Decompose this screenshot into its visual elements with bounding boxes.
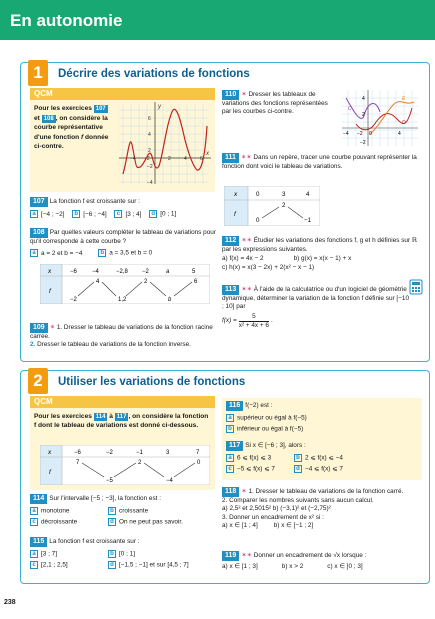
tick-y-2: 2 <box>362 112 365 118</box>
exercise-ref-107[interactable]: 107 <box>95 106 106 112</box>
choice-d-text: On ne peut pas savoir. <box>119 518 183 526</box>
tick-x-3: 0 <box>369 131 372 137</box>
exercise-119-text: Donner un encadrement de √x lorsque : <box>253 552 367 559</box>
exercise-107 <box>30 197 215 219</box>
table-f-bottom-1: −2 <box>70 297 77 303</box>
exercise-108 <box>30 228 220 258</box>
choice-b-box[interactable]: b <box>108 507 116 515</box>
exercise-109-number: 109 <box>30 323 48 333</box>
tick-x-4: 4 <box>184 156 187 162</box>
table-x-5: 7 <box>196 450 200 456</box>
exercise-109-num2: 2. <box>30 341 36 349</box>
table-x-label: x <box>48 268 52 275</box>
exercise-115-number: 115 <box>30 537 47 547</box>
intro-text-c: , on considère la fonction f dont le tableau de variations est donné ci-dessous. <box>34 413 209 430</box>
table-f-label: f <box>49 288 51 295</box>
exercise-118-number: 118 <box>222 487 239 497</box>
choice-b-box[interactable]: b <box>72 210 80 218</box>
intro-text-f: f <box>80 133 84 141</box>
table-x-3: 4 <box>306 191 310 198</box>
table-f-top-1: 7 <box>76 460 80 466</box>
choice-a-text: [−4 ; −2] <box>41 210 65 218</box>
tick-y-3: −2 <box>360 140 366 146</box>
choice-d-text: [−1,5 ; −1] et sur [4,5 ; 7] <box>119 561 189 569</box>
choice-c-text: décroissante <box>41 518 78 526</box>
exercise-115-text: La fonction f est croissante sur : <box>49 538 140 545</box>
table-x-2: −4 <box>92 269 99 275</box>
tick-x-1: −4 <box>343 131 349 137</box>
table-f-top-3: 0 <box>197 460 201 466</box>
exercise-112-text: Étudier les variations des fonctions f, g et h définies sur ℝ par les expressions suivantes. <box>222 237 417 253</box>
choice-d-box[interactable]: d <box>294 465 302 473</box>
table-x-2: −2 <box>106 450 113 456</box>
exercise-118-line3a: a) x ∈ [1 ; 4] b) x ∈ [−1 ; 2] <box>222 521 314 529</box>
choice-d-text: [0 ; 1] <box>160 210 177 218</box>
exercise-119 <box>222 551 427 571</box>
exercise-117-number: 117 <box>226 441 243 451</box>
choice-c-box[interactable]: c <box>30 518 38 526</box>
exercise-110-number: 110 <box>222 90 239 100</box>
exercise-111 <box>222 153 422 171</box>
choice-d-text: −4 ⩽ f(x) ⩽ 7 <box>305 465 343 473</box>
exercise-112-c: c) h(x) = x(3 − 2x) + 2(x² − x − 1) <box>222 263 315 271</box>
table-x-2: 3 <box>282 191 286 198</box>
exercise-115 <box>30 537 220 570</box>
table-f-2: 2 <box>282 202 286 209</box>
choice-c-text: −5 ⩽ f(x) ⩽ 7 <box>237 465 275 473</box>
axis-y-label: y <box>158 104 161 110</box>
choice-b-box[interactable]: b <box>98 249 106 257</box>
table-f-label: f <box>234 211 236 218</box>
choice-c-box[interactable]: c <box>30 561 38 569</box>
qcm-intro-1 <box>34 104 114 152</box>
table-f-top-2: 2 <box>138 460 142 466</box>
table-f-top-2: 2 <box>144 279 148 285</box>
choice-b-text: [−6 ; −4] <box>83 210 107 218</box>
axis-x-label: x <box>206 151 209 157</box>
table-x-3: −2,8 <box>116 269 128 275</box>
formula-denominator: x² + 4x + 6 <box>238 321 269 329</box>
table-f-label: f <box>49 469 51 476</box>
table-x-6: 5 <box>192 269 196 275</box>
exercise-118-line2: 2. Comparer les nombres suivants sans aucun calcul. <box>222 497 374 504</box>
table-x-1: −6 <box>70 269 77 275</box>
exercise-ref-114[interactable]: 114 <box>95 414 106 420</box>
exercise-110-text: Dresser les tableaux de variations des fonctions représentées par les courbes ci-contre. <box>222 91 328 116</box>
tick-y-5: −4 <box>147 180 153 186</box>
graph-110 <box>340 88 420 148</box>
tick-x-1: −4 <box>130 156 136 162</box>
variation-table-108 <box>40 264 210 304</box>
tick-y-3: 2 <box>148 148 151 154</box>
choice-d-box[interactable]: d <box>108 561 116 569</box>
table-f-bottom-2: −4 <box>166 478 173 484</box>
exercise-119-number: 119 <box>222 551 239 561</box>
choice-a-box[interactable]: a <box>30 210 38 218</box>
exercise-118-line3: 3. Donner un encadrement de x² si : <box>222 513 324 521</box>
difficulty-star: ✶✶ <box>241 286 254 293</box>
choice-a-text: supérieur ou égal à f(−5) <box>237 414 307 422</box>
table-x-4: 3 <box>166 450 170 456</box>
table-f-bottom-2: 1,2 <box>118 297 127 303</box>
choice-b-text: [0 ; 1] <box>119 550 135 558</box>
section-2-title: Utiliser les variations de fonctions <box>58 376 246 388</box>
tick-x-2: −2 <box>357 131 363 137</box>
difficulty-star: ✶ <box>241 91 249 98</box>
intro-text-a: Pour les exercices <box>34 105 94 112</box>
table-x-label: x <box>234 191 238 198</box>
choice-d-box[interactable]: d <box>108 518 116 526</box>
choice-a-box[interactable]: a <box>30 507 38 515</box>
exercise-111-number: 111 <box>222 153 239 163</box>
exercise-109 <box>30 323 220 350</box>
variation-table-111 <box>224 186 320 226</box>
exercise-114 <box>30 494 220 527</box>
tick-x-5: 6 <box>200 156 203 162</box>
choice-b-text: croissante <box>119 507 149 515</box>
exercise-109-line1: 1. Dresser le tableau de variations de la fonction racine carrée. <box>30 324 213 340</box>
table-x-1: −6 <box>74 450 81 456</box>
tick-y-2: 4 <box>148 132 151 138</box>
exercise-110 <box>222 90 334 117</box>
tick-x-4: 4 <box>398 131 401 137</box>
table-x-5: a <box>166 269 170 275</box>
exercise-119-c: c) x ∈ ]0 ; 3] <box>327 563 363 570</box>
difficulty-star: ✶ <box>49 324 57 331</box>
exercise-116-text: f(−2) est : <box>245 402 273 409</box>
exercise-119-b: b) x > 2 <box>281 563 304 570</box>
page-number: 238 <box>4 599 16 606</box>
table-f-1: 0 <box>256 217 260 224</box>
table-f-bottom-1: −5 <box>106 478 113 484</box>
exercise-118 <box>222 487 427 530</box>
choice-b-box[interactable]: b <box>108 550 116 558</box>
choice-a-text: 6 ⩽ f(x) ⩽ 3 <box>237 454 272 462</box>
table-f-3: −1 <box>304 217 312 224</box>
choice-b-text: 2 ⩽ f(x) ⩽ −4 <box>305 454 343 462</box>
table-x-label: x <box>48 449 52 456</box>
intro-text-c: , on considère la courbe représentative d'une fonction <box>34 114 108 141</box>
exercise-117 <box>226 441 421 474</box>
choice-c-text: [3 ; 4] <box>125 210 142 218</box>
exercise-112-b: b) g(x) = x(x − 1) + x <box>293 255 352 263</box>
curve-label-c: C <box>348 106 352 112</box>
choice-a-box[interactable]: a <box>30 550 38 558</box>
difficulty-star: ✶✶ <box>240 154 254 161</box>
variation-table-2 <box>40 445 210 485</box>
section-1-number: 1 <box>28 60 48 86</box>
exercise-112-a: a) f(x) = 4x − 2 <box>222 255 264 263</box>
tick-y-1: 4 <box>362 96 365 102</box>
section-1-title: Décrire des variations de fonctions <box>58 68 250 80</box>
tick-x-3: 2 <box>168 156 171 162</box>
exercise-107-number: 107 <box>30 197 48 207</box>
choice-b-box[interactable]: b <box>226 425 234 433</box>
intro-text-b: et <box>34 114 42 122</box>
page-title: En autonomie <box>10 11 123 30</box>
exercise-112 <box>222 236 427 272</box>
choice-c-box[interactable]: c <box>114 210 122 218</box>
difficulty-star: ✶✶ <box>241 552 254 559</box>
tick-y-4: −2 <box>147 164 153 170</box>
formula-end: . <box>270 317 273 325</box>
exercise-116-number: 116 <box>226 401 243 411</box>
formula-numerator: 5 <box>239 313 269 322</box>
table-x-1: 0 <box>256 191 260 198</box>
choice-b-box[interactable]: b <box>294 454 302 462</box>
exercise-108-number: 108 <box>30 228 48 238</box>
exercise-ref-108[interactable]: 108 <box>43 115 54 122</box>
difficulty-star: ✶ <box>241 488 249 495</box>
exercise-113 <box>222 285 412 330</box>
intro-text-d: donnée ci-contre. <box>34 133 109 151</box>
graph-1 <box>117 100 213 188</box>
intro-text-a: Pour les exercices <box>34 413 94 420</box>
qcm-intro-2 <box>34 412 212 430</box>
choice-a-text: [3 ; 7] <box>41 550 57 558</box>
curve-label-d: D <box>402 120 406 126</box>
exercise-119-a: a) x ∈ [1 ; 3] <box>222 563 258 570</box>
intro-text-b: à <box>107 413 115 420</box>
section-2-number: 2 <box>28 368 48 394</box>
exercise-112-number: 112 <box>222 236 239 246</box>
exercise-113-number: 113 <box>222 285 239 295</box>
choice-c-text: [2,1 ; 2,5] <box>41 561 68 569</box>
difficulty-star: ✶✶ <box>241 237 254 244</box>
exercise-117-text: Si x ∈ [−6 ; 3], alors : <box>245 442 306 449</box>
exercise-107-text: La fonction f est croissante sur : <box>49 198 140 205</box>
exercise-109-line2: Dresser le tableau de variations de la fonction inverse. <box>37 341 191 349</box>
exercise-111-text: Dans un repère, tracer une courbe pouvant représenter la fonction dont voici le tableau de variations. <box>222 154 417 170</box>
choice-a-box[interactable]: a <box>226 454 234 462</box>
exercise-118-line2a: a) 2,5² et 2,5015² b) (−3,1)² et (−2,75)² <box>222 505 331 513</box>
choice-a-text: a = 2 et b = −4 <box>41 250 83 258</box>
exercise-108-text: Par quelles valeurs compléter le tableau de variations pour qu'il corresponde à cette courbe ? <box>30 229 216 245</box>
formula-lhs: f(x) = <box>222 317 237 325</box>
exercise-118-line1: 1. Dresser le tableau de variations de la fonction carré. <box>248 488 404 495</box>
exercise-116 <box>226 401 421 434</box>
table-x-3: −1 <box>136 450 143 456</box>
table-x-4: −2 <box>142 269 149 275</box>
exercise-113-text: À l'aide de la calculatrice ou d'un logiciel de géométrie dynamique, déterminer la variation de la fonction f définie sur [−10 ; 10] par <box>222 286 410 311</box>
table-f-bottom-3: b <box>168 297 172 303</box>
choice-a-box[interactable]: a <box>226 414 234 422</box>
choice-c-box[interactable]: c <box>226 465 234 473</box>
choice-a-text: monotone <box>41 507 70 515</box>
calculator-icon <box>409 279 423 295</box>
exercise-114-number: 114 <box>30 494 47 504</box>
exercise-ref-117[interactable]: 117 <box>116 414 127 420</box>
qcm-label-1: QCM <box>30 88 215 100</box>
exercise-114-text: Sur l'intervalle [−5 ; −3], la fonction est : <box>49 495 161 502</box>
qcm-label-2: QCM <box>30 396 215 408</box>
choice-d-box[interactable]: d <box>149 210 157 218</box>
table-f-top-1: 4 <box>96 279 100 285</box>
choice-b-text: a = 3,5 et b = 0 <box>109 250 153 258</box>
table-f-top-3: 6 <box>194 279 198 285</box>
page-header <box>0 0 435 40</box>
choice-b-text: inférieur ou égal à f(−5) <box>237 425 304 433</box>
choice-a-box[interactable]: a <box>30 249 38 257</box>
tick-y-1: 6 <box>148 116 151 122</box>
curve-label-e: E <box>402 96 406 102</box>
tick-x-2: −2 <box>144 156 150 162</box>
